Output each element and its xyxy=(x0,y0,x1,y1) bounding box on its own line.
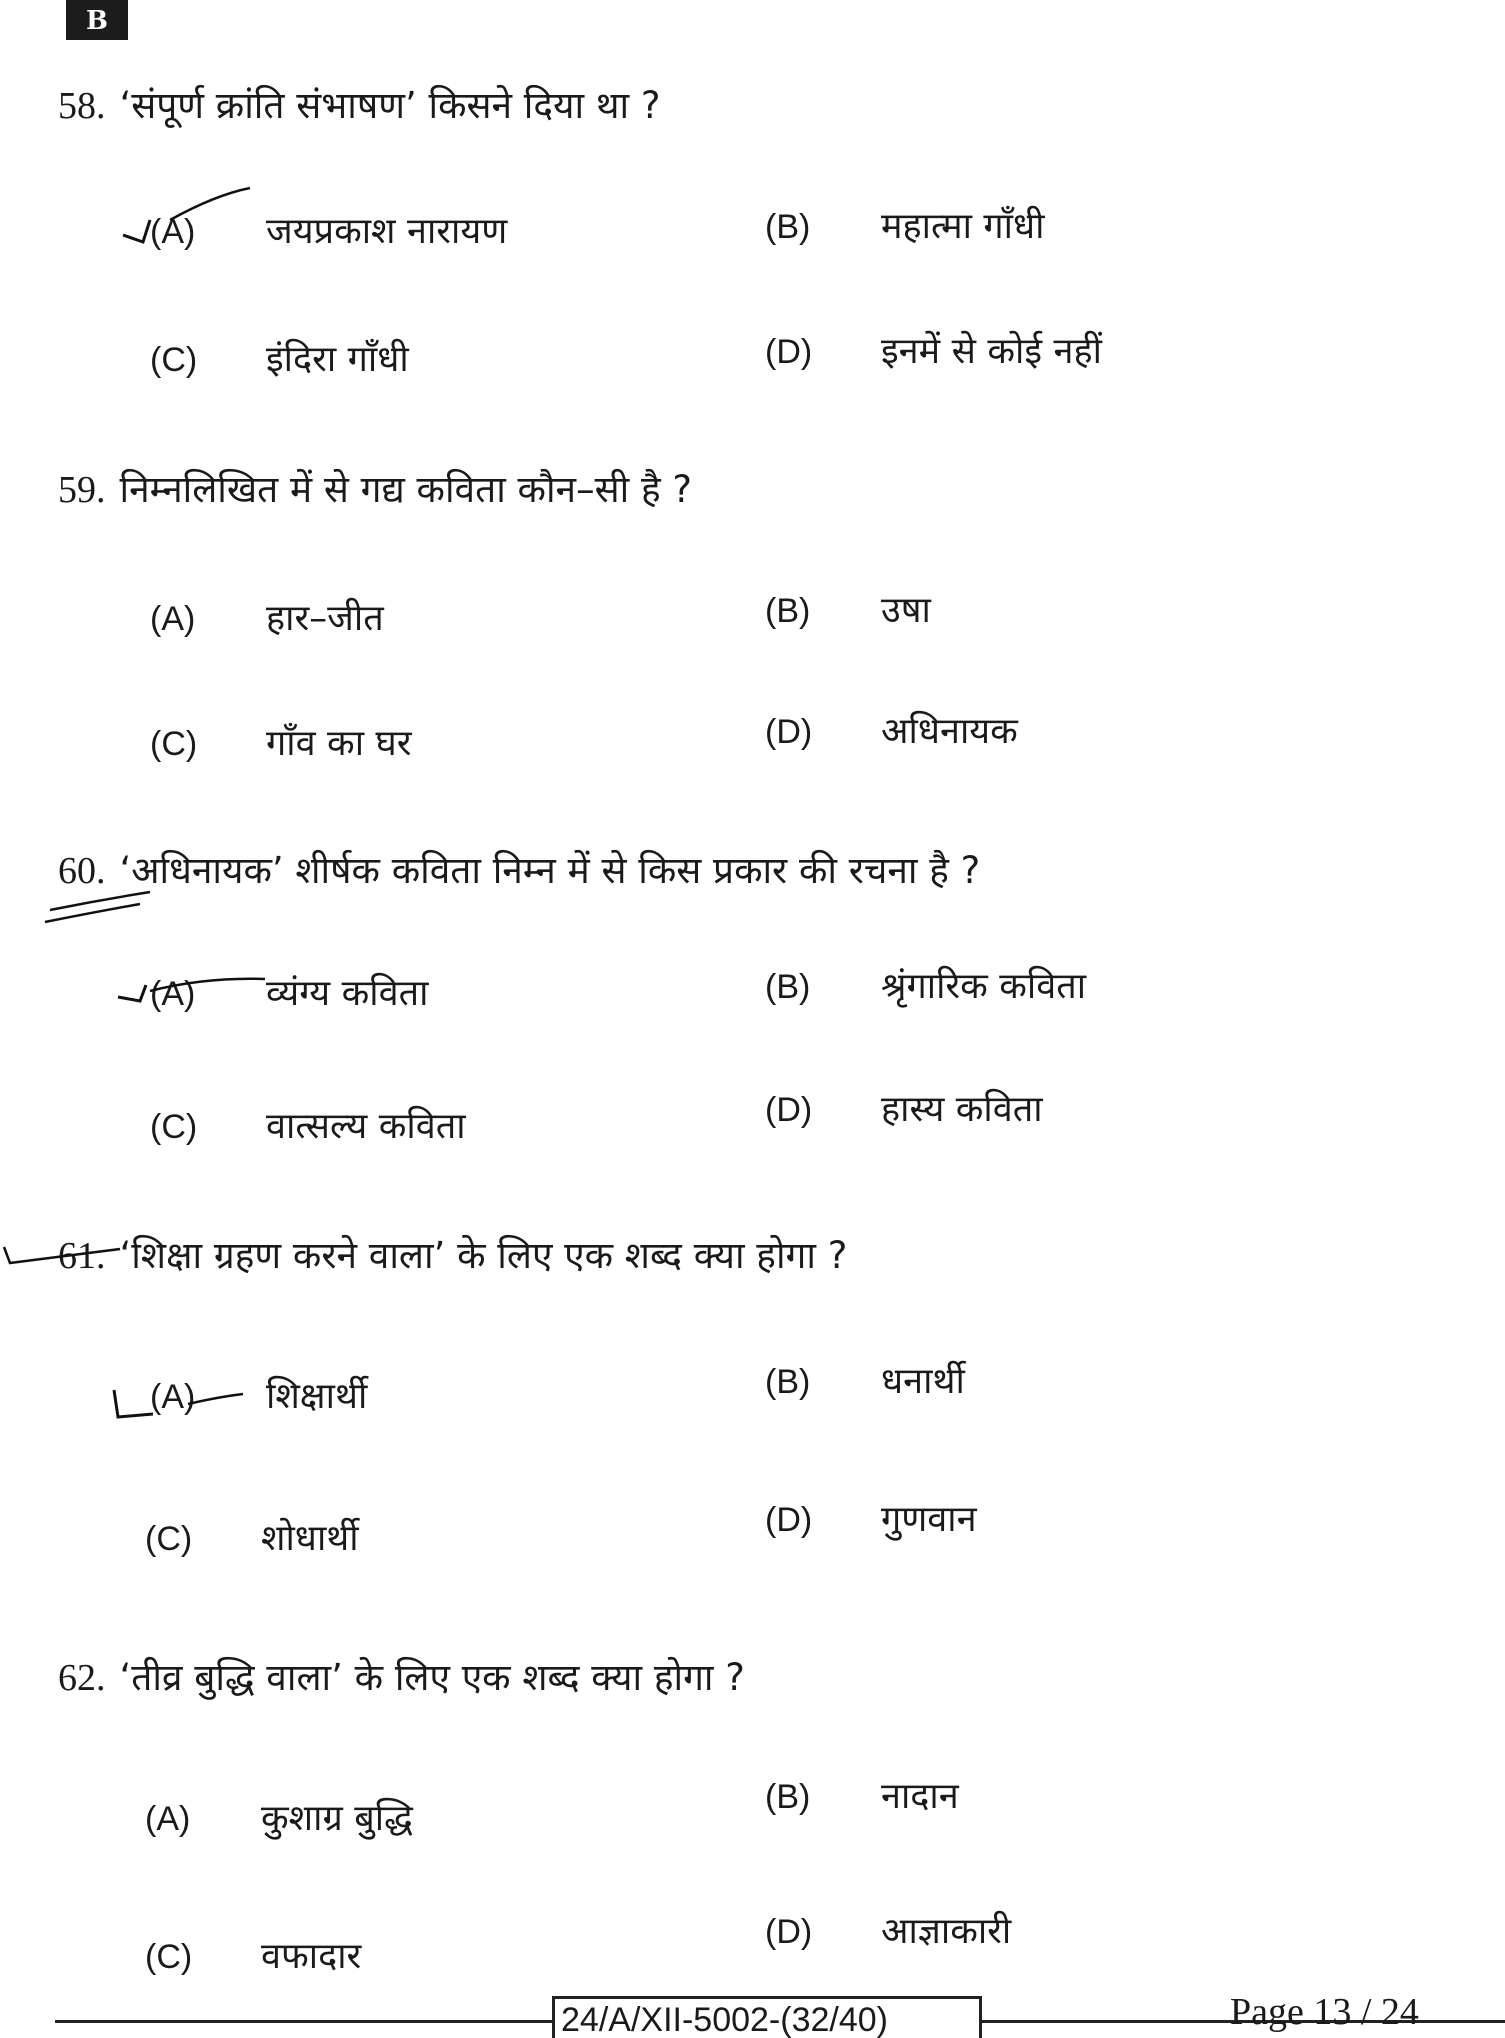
option-text: हार–जीत xyxy=(266,598,384,639)
option-letter: (B) xyxy=(765,968,811,1006)
question-text: ‘संपूर्ण क्रांति संभाषण’ किसने दिया था ? xyxy=(119,84,661,127)
option-letter: (C) xyxy=(150,341,198,379)
question-61 xyxy=(58,1228,847,1279)
question-62 xyxy=(58,1650,745,1701)
option-text: नादान xyxy=(881,1776,959,1817)
option-letter: (C) xyxy=(150,1108,198,1146)
option-text: हास्य कविता xyxy=(881,1089,1043,1130)
option-text: गुणवान xyxy=(881,1499,977,1540)
question-60 xyxy=(58,843,980,894)
option-text: इंदिरा गाँधी xyxy=(266,339,409,380)
set-badge: B xyxy=(66,0,128,40)
option-text: शोधार्थी xyxy=(261,1518,359,1559)
option-letter: (C) xyxy=(145,1938,193,1976)
option-62-a[interactable] xyxy=(145,1792,413,1841)
option-text: व्यंग्य कविता xyxy=(266,973,429,1014)
option-letter: (D) xyxy=(765,713,813,751)
option-letter: (A) xyxy=(145,1800,191,1838)
option-61-c[interactable] xyxy=(145,1512,359,1561)
option-58-c[interactable] xyxy=(150,333,409,382)
question-number: 62. xyxy=(58,1657,106,1699)
option-text: श्रृंगारिक कविता xyxy=(881,966,1087,1007)
option-letter: (B) xyxy=(765,1363,811,1401)
option-61-d[interactable] xyxy=(765,1493,977,1542)
question-58 xyxy=(58,78,660,129)
option-letter: (A) xyxy=(150,1378,196,1416)
question-text: ‘शिक्षा ग्रहण करने वाला’ के लिए एक शब्द क्या होगा ? xyxy=(119,1234,848,1277)
option-letter: (C) xyxy=(150,725,198,763)
question-59 xyxy=(58,462,692,513)
question-text: ‘अधिनायक’ शीर्षक कविता निम्न में से किस प्रकार की रचना है ? xyxy=(119,849,981,892)
option-text: वात्सल्य कविता xyxy=(266,1106,466,1147)
option-letter: (C) xyxy=(145,1520,193,1558)
option-letter: (D) xyxy=(765,1913,813,1951)
option-text: धनार्थी xyxy=(881,1361,965,1402)
option-60-d[interactable] xyxy=(765,1083,1043,1132)
page-number: Page 13 / 24 xyxy=(1230,1991,1419,2033)
option-letter: (B) xyxy=(765,1778,811,1816)
option-letter: (D) xyxy=(765,1091,813,1129)
question-text: ‘तीव्र बुद्धि वाला’ के लिए एक शब्द क्या होगा ? xyxy=(119,1656,745,1699)
option-text: उषा xyxy=(881,590,931,631)
question-number: 61. xyxy=(58,1235,106,1277)
option-text: जयप्रकाश नारायण xyxy=(266,211,508,252)
question-number: 60. xyxy=(58,850,106,892)
question-number: 59. xyxy=(58,469,106,511)
handwritten-tick-58 xyxy=(115,180,255,255)
option-59-c[interactable] xyxy=(150,717,411,766)
option-text: वफादार xyxy=(261,1936,362,1977)
option-62-d[interactable] xyxy=(765,1905,1011,1954)
option-text: अधिनायक xyxy=(881,711,1018,752)
option-text: आज्ञाकारी xyxy=(881,1911,1012,1952)
option-letter: (B) xyxy=(765,592,811,630)
option-letter: (A) xyxy=(150,213,196,251)
paper-code: 24/A/XII-5002-(32/40) xyxy=(552,1996,982,2038)
option-61-b[interactable] xyxy=(765,1355,965,1404)
question-number: 58. xyxy=(58,85,106,127)
handwritten-tick-61 xyxy=(108,1372,248,1432)
option-letter: (A) xyxy=(150,975,196,1013)
option-59-b[interactable] xyxy=(765,584,931,633)
option-58-b[interactable] xyxy=(765,200,1044,249)
option-62-c[interactable] xyxy=(145,1930,361,1979)
option-text: कुशाग्र बुद्धि xyxy=(261,1798,413,1839)
option-59-d[interactable] xyxy=(765,705,1018,754)
option-60-c[interactable] xyxy=(150,1100,466,1149)
question-text: निम्नलिखित में से गद्य कविता कौन–सी है ? xyxy=(119,468,692,511)
option-62-b[interactable] xyxy=(765,1770,959,1819)
option-text: महात्मा गाँधी xyxy=(881,206,1045,247)
option-text: इनमें से कोई नहीं xyxy=(881,331,1102,372)
option-text: गाँव का घर xyxy=(266,723,412,764)
option-59-a[interactable] xyxy=(150,592,384,641)
option-58-d[interactable] xyxy=(765,325,1102,374)
option-letter: (A) xyxy=(150,600,196,638)
handwritten-underline-60 xyxy=(40,870,160,930)
option-letter: (B) xyxy=(765,208,811,246)
option-letter: (D) xyxy=(765,1501,813,1539)
handwritten-strike-61 xyxy=(0,1235,130,1275)
option-text: शिक्षार्थी xyxy=(266,1376,368,1417)
handwritten-tick-60 xyxy=(110,965,270,1015)
option-letter: (D) xyxy=(765,333,813,371)
option-60-b[interactable] xyxy=(765,960,1086,1009)
